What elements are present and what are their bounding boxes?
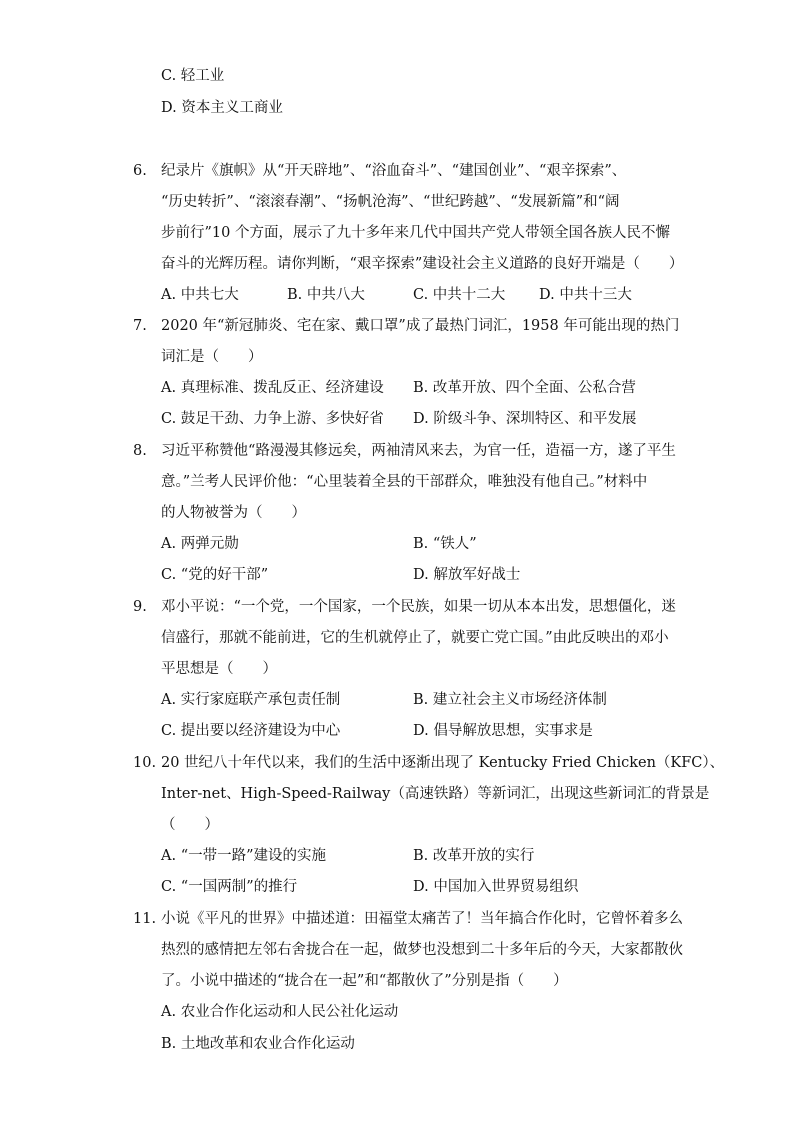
- question-text-line: 邓小平说：“一个党，一个国家，一个民族，如果一切从本本出发，思想僵化，迷: [161, 599, 676, 615]
- option-d: D. 阶级斗争、深圳特区、和平发展: [413, 411, 637, 427]
- option-b: B. 中共八大: [287, 287, 365, 303]
- question-text-line: 20 世纪八十年代以来，我们的生活中逐渐出现了 Kentucky Fried Chicken（KFC）、: [161, 755, 725, 771]
- option-a: A. 两弹元勋: [161, 536, 239, 552]
- option-d: D. 解放军好战士: [413, 567, 521, 583]
- option-c: C. 提出要以经济建设为中心: [161, 723, 341, 739]
- option-a: A. 农业合作化运动和人民公社化运动: [161, 1004, 399, 1020]
- question-text-line: （ ）: [161, 817, 219, 833]
- question-text-line: 2020 年“新冠肺炎、宅在家、戴口罩”成了最热门词汇，1958 年可能出现的热门: [161, 318, 680, 334]
- option-c: C. “一国两制”的推行: [161, 879, 298, 895]
- option-a: A. 中共七大: [161, 287, 239, 303]
- option-d-q5: D. 资本主义工商业: [161, 100, 283, 116]
- question-number-11: 11.: [133, 911, 157, 927]
- question-number-6: 6.: [133, 163, 147, 179]
- question-number-10: 10.: [133, 755, 157, 771]
- option-a: A. 真理标准、拨乱反正、经济建设: [161, 380, 384, 396]
- option-a: A. “一带一路”建设的实施: [161, 848, 327, 864]
- question-text-line: 信盛行，那就不能前进，它的生机就停止了，就要亡党亡国。”由此反映出的邓小: [161, 630, 669, 646]
- question-text-line: 小说《平凡的世界》中描述道：田福堂太痛苦了！当年搞合作化时，它曾怀着多么: [161, 911, 683, 927]
- option-b: B. 改革开放的实行: [413, 848, 535, 864]
- question-number-9: 9.: [133, 599, 147, 615]
- option-c: C. 鼓足干劲、力争上游、多快好省: [161, 411, 384, 427]
- option-b: B. 土地改革和农业合作化运动: [161, 1036, 355, 1052]
- question-text-line: 习近平称赞他“路漫漫其修远矣，两袖清风来去，为官一任，造福一方，遂了平生: [161, 443, 676, 459]
- option-c: C. “党的好干部”: [161, 567, 269, 583]
- option-c: C. 中共十二大: [413, 287, 506, 303]
- question-text-line: Inter-net、High-Speed-Railway（高速铁路）等新词汇，出现这些新词汇的背景是: [161, 786, 710, 802]
- option-d: D. 中国加入世界贸易组织: [413, 879, 579, 895]
- question-text-line: 热烈的感情把左邻右舍拢合在一起，做梦也没想到二十多年后的今天，大家都散伙: [161, 942, 683, 958]
- option-c-q5: C. 轻工业: [161, 68, 225, 84]
- question-text-line: 意。”兰考人民评价他：“心里装着全县的干部群众，唯独没有他自己。”材料中: [161, 474, 648, 490]
- question-text-line: 了。小说中描述的“拢合在一起”和“都散伙了”分别是指（ ）: [161, 973, 568, 989]
- question-text-line: “历史转折”、“滚滚春潮”、“扬帆沧海”、“世纪跨越”、“发展新篇”和“阔: [161, 194, 620, 210]
- question-text-line: 平思想是（ ）: [161, 661, 277, 677]
- option-b: B. 建立社会主义市场经济体制: [413, 692, 607, 708]
- option-a: A. 实行家庭联产承包责任制: [161, 692, 341, 708]
- question-text-line: 的人物被誉为（ ）: [161, 505, 306, 521]
- option-d: D. 中共十三大: [539, 287, 632, 303]
- question-number-7: 7.: [133, 318, 147, 334]
- question-number-8: 8.: [133, 443, 147, 459]
- option-d: D. 倡导解放思想，实事求是: [413, 723, 593, 739]
- question-text-line: 纪录片《旗帜》从“开天辟地”、“浴血奋斗”、“建国创业”、“艰辛探索”、: [161, 163, 627, 179]
- option-b: B. “铁人”: [413, 536, 477, 552]
- question-text-line: 步前行”10 个方面，展示了九十多年来几代中国共产党人带领全国各族人民不懈: [161, 225, 670, 241]
- question-text-line: 奋斗的光辉历程。请你判断，“艰辛探索”建设社会主义道路的良好开端是（ ）: [161, 256, 684, 272]
- question-text-line: 词汇是（ ）: [161, 349, 263, 365]
- option-b: B. 改革开放、四个全面、公私合营: [413, 380, 636, 396]
